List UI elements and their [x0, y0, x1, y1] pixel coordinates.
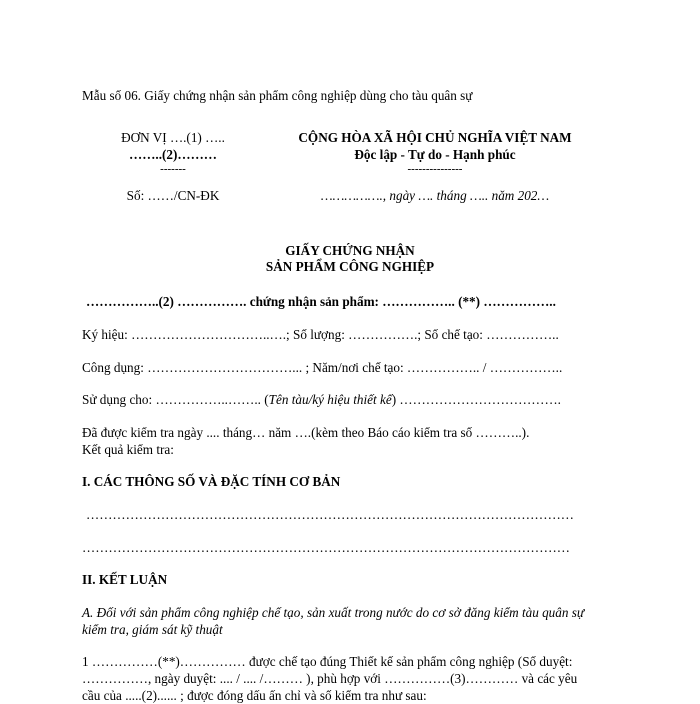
national-motto: Độc lập - Tự do - Hạnh phúc	[354, 147, 516, 162]
section1-dots-1: …………………………………………………………………………………………………	[86, 507, 574, 522]
certificate-title: GIẤY CHỨNG NHẬN	[285, 243, 415, 258]
certification-line: ……………..(2) ……………. chứng nhận sản phẩm: …………….. (**) ……………..	[86, 294, 556, 309]
use-for-suffix: ) ……………………………….	[391, 392, 561, 407]
section2-sub-a-line2: kiểm tra, giám sát kỹ thuật	[82, 622, 223, 637]
use-for-prefix: Sử dụng cho: ……………..…….. (	[82, 392, 269, 407]
section2-sub-a-line1: A. Đối với sản phẩm công nghiệp chế tạo, sản xuất trong nước do cơ sở đăng kiểm tàu quân sự	[82, 605, 585, 620]
conclusion-line-1: 1 ……………(**)…………… được chế tạo đúng Thiết kế sản phẩm công nghiệp (Số duyệt:	[82, 654, 573, 669]
use-for-line	[82, 392, 561, 408]
unit-sub-line: ……..(2)………	[129, 147, 217, 162]
national-title: CỘNG HÒA XÃ HỘI CHỦ NGHĨA VIỆT NAM	[298, 130, 572, 145]
conclusion-line-2: ……………, ngày duyệt: .... / .... /……… ), phù hợp với ……………(3)………… và các yêu	[82, 671, 578, 686]
certificate-subtitle: SẢN PHẨM CÔNG NGHIỆP	[265, 259, 435, 274]
symbol-quantity-line: Ký hiệu: …………………………..….; Số lượng: …………….; Số chế tạo: ……………..	[82, 327, 559, 342]
inspected-line: Đã được kiểm tra ngày .... tháng… năm ….(kèm theo Báo cáo kiểm tra số ………..).	[82, 425, 530, 440]
section2-heading: II. KẾT LUẬN	[82, 572, 168, 587]
section1-heading: I. CÁC THÔNG SỐ VÀ ĐẶC TÍNH CƠ BẢN	[82, 474, 341, 489]
result-line: Kết quả kiểm tra:	[82, 442, 174, 457]
usage-line: Công dụng: ……………………………... ; Năm/nơi chế tạo: …………….. / ……………..	[82, 360, 563, 375]
unit-name-line: ĐƠN VỊ ….(1) …..	[121, 130, 225, 145]
issue-date: ……………., ngày …. tháng ….. năm 202…	[320, 188, 550, 203]
conclusion-line-3: cầu của .....(2)...... ; được đóng dấu ấn chỉ và số kiểm tra như sau:	[82, 688, 427, 703]
left-separator: -------	[160, 163, 186, 175]
document-number: Số: ……/CN-ĐK	[126, 188, 220, 203]
right-separator: ---------------	[407, 163, 463, 175]
use-for-italic: Tên tàu/ký hiệu thiết kế	[268, 392, 392, 407]
section1-dots-2: …………………………………………………………………………………………………	[82, 540, 570, 555]
form-title: Mẫu số 06. Giấy chứng nhận sản phẩm công nghiệp dùng cho tàu quân sự	[82, 88, 473, 103]
